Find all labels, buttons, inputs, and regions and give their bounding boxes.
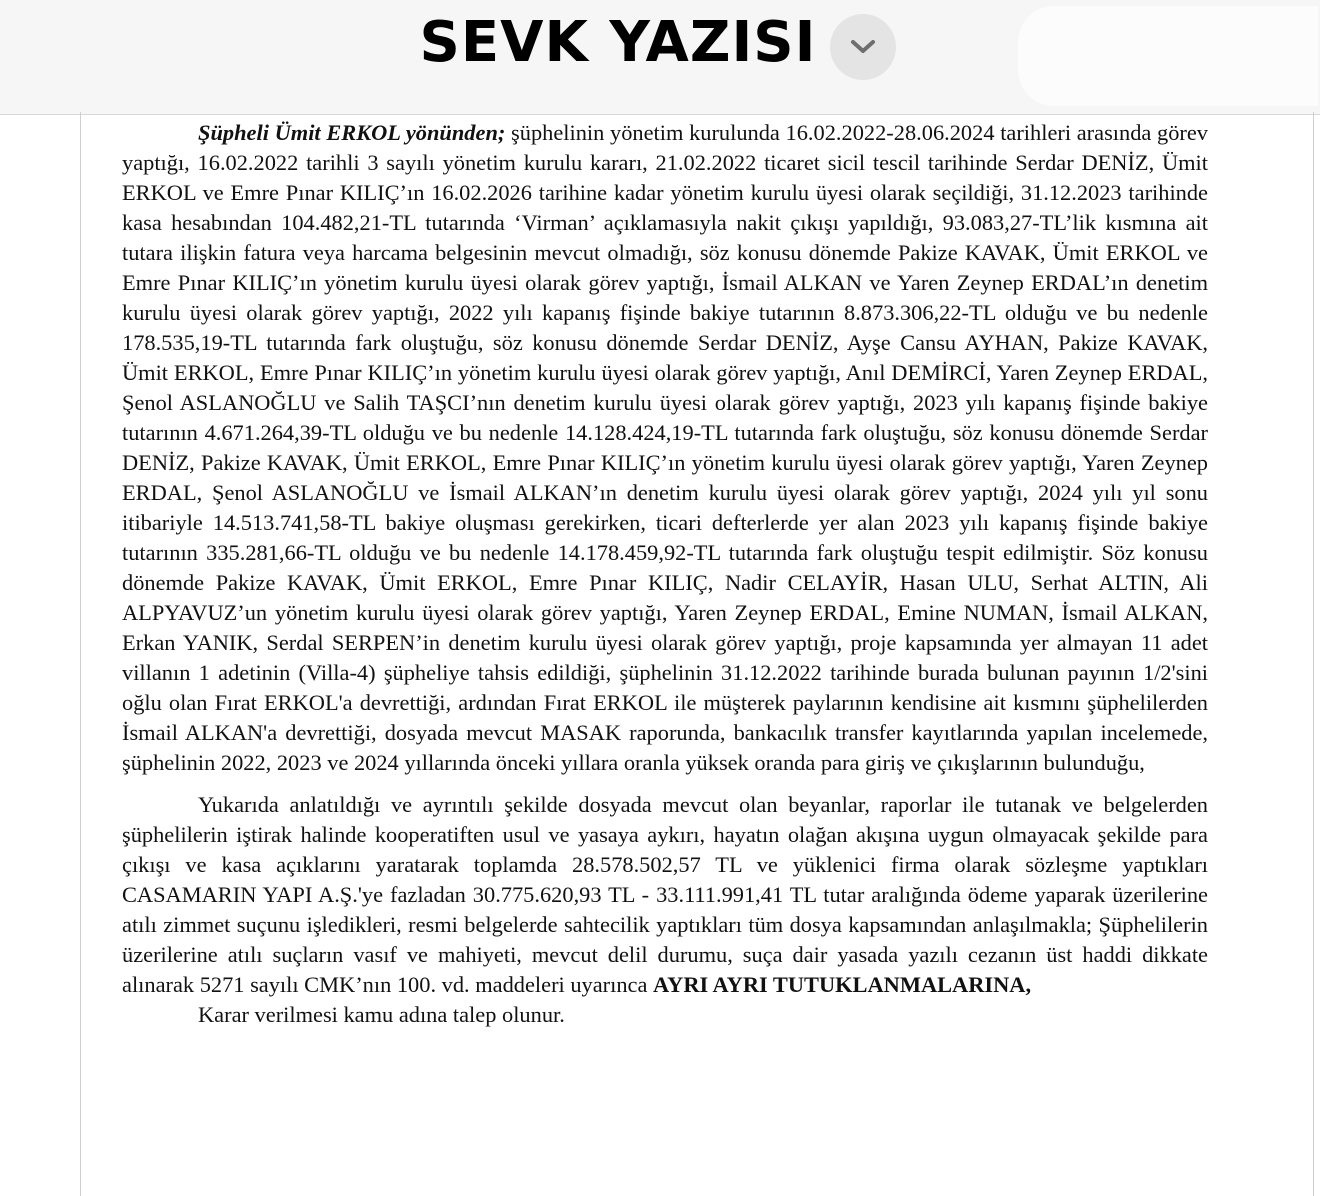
redacted-area [1018,6,1318,106]
paragraph-text: Yukarıda anlatıldığı ve ayrıntılı şekilde dosyada mevcut olan beyanlar, raporlar ile tutanak ve belgelerden şüphelilerin iştirak halinde kooperatiften usul ve yasaya aykırı, hayatın olağan akışına uygun olmayacak şekilde para çıkışı ve kasa açıklarını yaratarak toplamda 28.578.502,57 TL ve yüklenici firma olarak sözleşme yaptıkları CASAMARIN YAPI A.Ş.'ye fazladan 30.775.620,93 TL - 33.111.991,41 TL tutar aralığında ödeme yaparak üzerilerine atılı zimmet suçunu işledikleri, resmi belgelerde sahtecilik yaptıkları tüm dosya kapsamından anlaşılmakla; Şüphelilerin üzerilerine atılı suçların vasıf ve mahiyeti, mevcut delil durumu, suça dair yasada yazılı cezanın üst haddi dikkate alınarak 5271 sayılı CMK’nın 100. vd. maddeleri uyarınca [122,792,1208,997]
paragraph-request: Karar verilmesi kamu adına talep olunur. [198,1002,565,1027]
document-body [122,118,1208,1030]
paragraph-conclusion [122,790,1208,1000]
document-title: SEVK YAZISI [419,10,817,75]
expand-button[interactable] [830,14,896,80]
chevron-down-icon [848,37,878,57]
paragraph-emphasis: AYRI AYRI TUTUKLANMALARINA, [653,972,1032,997]
paragraph-lead: Şüpheli Ümit ERKOL yönünden; [198,120,506,145]
viewer-header [0,0,1320,115]
paragraph-suspect-umit-erkol [122,118,1208,778]
paragraph-text: şüphelinin yönetim kurulunda 16.02.2022-28.06.2024 tarihleri arasında görev yaptığı, 16.02.2022 tarihli 3 sayılı yönetim kurulu kararı, 21.02.2022 ticaret sicil tescil tarihinde Serdar DENİZ, Ümit ERKOL ve Emre Pınar KILIÇ’ın 16.02.2026 tarihine kadar yönetim kurulu üyesi olarak seçildiği, 31.12.2023 tarihinde kasa hesabından 104.482,21-TL tutarında ‘Virman’ açıklamasıyla nakit çıkışı yapıldığı, 93.083,27-TL’lik kısmına ait tutara ilişkin fatura veya harcama belgesinin mevcut olmadığı, söz konusu dönemde Pakize KAVAK, Ümit ERKOL ve Emre Pınar KILIÇ’ın yönetim kurulu üyesi olarak görev yaptığı, İsmail ALKAN ve Yaren Zeynep ERDAL’ın denetim kurulu üyesi olarak görev yaptığı, 2022 yılı kapanış fişinde bakiye tutarının 8.873.306,22-TL olduğu ve bu nedenle 178.535,19-TL tutarında fark oluştuğu, söz konusu dönemde Serdar DENİZ, Ayşe Cansu AYHAN, Pakize KAVAK, Ümit ERKOL, Emre Pınar KILIÇ’ın yönetim kurulu üyesi olarak görev yaptığı, Anıl DEMİRCİ, Yaren Zeynep ERDAL, Şenol ASLANOĞLU ve Salih TAŞCI’nın denetim kurulu üyesi olarak görev yaptığı, 2023 yılı kapanış fişinde bakiye tutarının 4.671.264,39-TL olduğu ve bu nedenle 14.128.424,19-TL tutarında fark oluştuğu, söz konusu dönemde Serdar DENİZ, Pakize KAVAK, Ümit ERKOL, Emre Pınar KILIÇ’ın yönetim kurulu üyesi olarak görev yaptığı, Yaren Zeynep ERDAL, Şenol ASLANOĞLU ve İsmail ALKAN’ın denetim kurulu üyesi olarak görev yaptığı, 2024 yılı yıl sonu itibariyle 14.513.741,58-TL bakiye oluşması gerekirken, ticari defterlerde yer alan 2023 yılı kapanış fişinde bakiye tutarının 335.281,66-TL olduğu ve bu nedenle 14.178.459,92-TL tutarında fark oluştuğu tespit edilmiştir. Söz konusu dönemde Pakize KAVAK, Ümit ERKOL, Emre Pınar KILIÇ, Nadir CELAYİR, Hasan ULU, Serhat ALTIN, Ali ALPYAVUZ’un yönetim kurulu üyesi olarak görev yaptığı, Yaren Zeynep ERDAL, Emine NUMAN, İsmail ALKAN, Erkan YANIK, Serdal SERPEN’in denetim kurulu üyesi olarak görev yaptığı, proje kapsamında yer almayan 11 adet villanın 1 adetinin (Villa-4) şüpheliye tahsis edildiği, şüphelinin 31.12.2022 tarihinde burada bulunan payının 1/2'sini oğlu olan Fırat ERKOL'a devrettiği, ardından Fırat ERKOL ile müşterek paylarının kendisine ait kısmını şüphelilerden İsmail ALKAN'a devrettiği, dosyada mevcut MASAK raporunda, bankacılık transfer kayıtlarında yapılan incelemede, şüphelinin 2022, 2023 ve 2024 yıllarında önceki yıllara oranla yüksek oranda para giriş ve çıkışlarının bulunduğu, [122,120,1208,775]
